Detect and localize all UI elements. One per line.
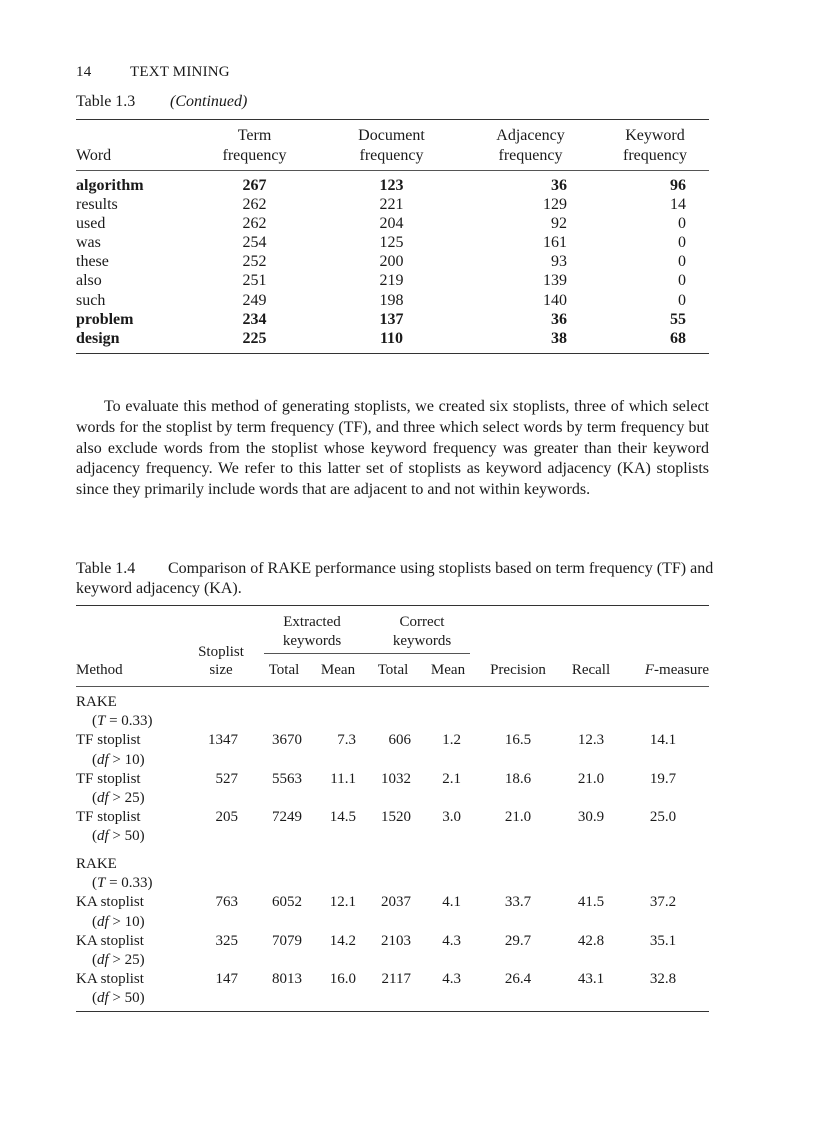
method-cell: TF stoplist <box>76 770 141 787</box>
table-1-3-header-rule <box>76 170 709 171</box>
df-part: ) <box>139 913 145 930</box>
cor-total-cell: 2037 <box>381 894 411 911</box>
kw-cell: 0 <box>678 234 686 252</box>
df-part: 10 <box>124 751 140 768</box>
table-1-4-top-rule <box>76 605 709 606</box>
correct-header-line2: keywords <box>392 633 452 649</box>
f-cell: 14.1 <box>649 732 677 749</box>
doc-cell: 137 <box>379 310 404 328</box>
term-cell: 262 <box>242 215 267 233</box>
df-part: > <box>108 990 125 1007</box>
table-1-3-bottom-rule <box>76 353 709 354</box>
word-cell: these <box>76 253 109 271</box>
df-part: ( <box>92 990 97 1007</box>
adj-cell: 36 <box>551 177 567 194</box>
df-threshold <box>92 827 145 846</box>
ext-mean-cell: 14.5 <box>329 809 356 826</box>
body-paragraph: To evaluate this method of generating stoplists, we created six stoplists, three of which select words for the stoplist by term frequency (TF), and three which select words by term frequency but also exclude words from the stoplist whose keyword frequency was greater than their keyword adjacency frequency. We refer to this latter set of stoplists as keyword adjacency (KA) stoplists since they primarily include words that are adjacent to and not within keywords. <box>76 398 709 499</box>
ext-total-cell: 7079 <box>272 932 302 949</box>
table-row <box>76 176 709 195</box>
method-header: Method <box>76 662 123 678</box>
word-cell: was <box>76 234 101 252</box>
term-cell: 262 <box>242 196 267 214</box>
cor-mean-cell: 4.1 <box>442 894 461 911</box>
running-header <box>76 64 230 81</box>
precision-cell: 26.4 <box>504 971 532 988</box>
precision-cell: 21.0 <box>504 809 532 826</box>
table-row <box>76 291 709 310</box>
recall-cell: 12.3 <box>577 732 605 749</box>
term-cell: 225 <box>242 329 267 347</box>
cor-total-cell: 2117 <box>381 971 411 988</box>
table-1-3-caption <box>76 92 247 112</box>
stoplist-header-line2: size <box>209 662 233 678</box>
doc-cell: 204 <box>379 215 404 233</box>
group-param-part: = 0.33) <box>105 875 153 892</box>
term-cell: 251 <box>242 272 267 290</box>
adj-cell: 139 <box>543 272 567 290</box>
cor-mean-cell: 3.0 <box>442 809 461 826</box>
df-part: ) <box>139 990 145 1007</box>
header-cell: Keyword <box>625 127 685 144</box>
doc-cell: 219 <box>379 272 404 290</box>
df-part: 25 <box>124 952 140 968</box>
table-1-3-top-rule <box>76 119 709 120</box>
f-cell: 25.0 <box>649 809 677 826</box>
stoplist-header-line1: Stoplist <box>198 644 244 660</box>
ext-total-cell: 8013 <box>272 971 302 988</box>
f-cell: 35.1 <box>649 932 677 949</box>
ext-total-header: Total <box>268 662 300 678</box>
method-cell: TF stoplist <box>76 809 141 826</box>
df-part: > <box>108 952 125 968</box>
f-measure-header-f: F <box>644 662 655 678</box>
header-cell <box>76 126 186 146</box>
cor-total-cell: 1520 <box>381 809 411 826</box>
kw-cell: 0 <box>678 272 686 290</box>
extracted-header-line1: Extracted <box>283 614 341 630</box>
kw-cell: 14 <box>670 196 686 214</box>
precision-header: Precision <box>490 662 546 678</box>
adj-cell: 140 <box>543 291 567 309</box>
cor-total-cell: 606 <box>388 732 411 749</box>
term-cell: 254 <box>242 234 267 252</box>
cor-mean-cell: 4.3 <box>442 971 461 988</box>
method-cell: KA stoplist <box>76 932 144 949</box>
df-part: > <box>108 913 125 930</box>
df-part: ( <box>92 790 97 806</box>
header-cell: frequency <box>359 146 424 164</box>
word-cell: problem <box>76 310 134 328</box>
recall-cell: 41.5 <box>577 894 605 911</box>
kw-cell: 0 <box>678 215 686 233</box>
df-part: ( <box>92 828 97 845</box>
kw-cell: 68 <box>670 329 686 347</box>
word-cell: such <box>76 291 106 309</box>
size-cell: 205 <box>215 809 238 826</box>
table-1-4-caption-text: Comparison of RAKE performance using stoplists based on term frequency (TF) and keyword adjacency (KA). <box>76 560 714 597</box>
precision-cell: 18.6 <box>504 770 532 787</box>
recall-header: Recall <box>571 662 611 678</box>
df-part: df <box>97 751 109 768</box>
df-part: df <box>97 990 109 1007</box>
df-part: 10 <box>124 913 140 930</box>
cor-total-cell: 2103 <box>381 932 411 949</box>
doc-cell: 125 <box>379 234 404 252</box>
group-param-part: ( <box>92 713 97 730</box>
doc-cell: 123 <box>379 177 404 194</box>
precision-cell: 16.5 <box>504 732 532 749</box>
ext-mean-cell: 16.0 <box>329 971 356 988</box>
df-part: ( <box>92 952 97 968</box>
method-cell: KA stoplist <box>76 971 144 988</box>
table-row <box>76 329 709 348</box>
kw-cell: 96 <box>670 177 686 194</box>
group-param <box>92 874 153 893</box>
ext-total-cell: 5563 <box>272 770 302 787</box>
precision-cell: 29.7 <box>504 932 532 949</box>
word-cell: results <box>76 196 118 214</box>
df-part: 25 <box>124 790 140 806</box>
cor-mean-cell: 2.1 <box>442 770 461 787</box>
ext-total-cell: 7249 <box>272 809 302 826</box>
adj-cell: 38 <box>551 329 567 347</box>
table-1-4-header-rule <box>76 686 709 687</box>
f-cell: 32.8 <box>649 971 677 988</box>
group-header-rule <box>264 653 470 654</box>
table-row <box>76 310 709 329</box>
size-cell: 325 <box>215 932 238 949</box>
table-row <box>76 252 709 271</box>
table-row <box>76 195 709 214</box>
df-part: 50 <box>124 828 140 845</box>
group-title: RAKE <box>76 856 117 872</box>
word-cell: algorithm <box>76 177 144 194</box>
word-cell: used <box>76 215 106 233</box>
f-cell: 19.7 <box>649 770 677 787</box>
df-part: ( <box>92 751 97 768</box>
table-1-3-caption-text: (Continued) <box>170 93 248 110</box>
term-cell: 249 <box>242 291 267 309</box>
df-part: ) <box>139 790 145 806</box>
size-cell: 147 <box>215 971 238 988</box>
group-title: RAKE <box>76 694 117 710</box>
ext-mean-cell: 12.1 <box>329 894 356 911</box>
adj-cell: 93 <box>551 253 567 271</box>
recall-cell: 21.0 <box>577 770 605 787</box>
df-threshold <box>92 913 145 932</box>
table-1-4-label: Table 1.4 <box>76 560 136 577</box>
table-row <box>76 233 709 252</box>
df-part: > <box>108 751 125 768</box>
df-part: 50 <box>124 990 140 1007</box>
cor-mean-header: Mean <box>430 662 466 678</box>
kw-cell: 55 <box>670 310 686 328</box>
ext-mean-header: Mean <box>320 662 356 678</box>
method-cell: TF stoplist <box>76 732 141 749</box>
cor-total-cell: 1032 <box>381 770 411 787</box>
header-cell: Document <box>358 127 425 144</box>
adj-cell: 129 <box>543 196 567 214</box>
df-part: ) <box>139 751 145 768</box>
doc-cell: 198 <box>379 291 404 309</box>
size-cell: 763 <box>215 894 238 911</box>
f-measure-header <box>627 661 709 680</box>
table-1-3-body <box>76 176 709 348</box>
cor-mean-cell: 4.3 <box>442 932 461 949</box>
word-cell: design <box>76 329 120 347</box>
header-cell: frequency <box>623 146 687 164</box>
running-title: TEXT MINING <box>130 64 230 80</box>
group-param-part: T <box>97 875 106 892</box>
group-param-part: = 0.33) <box>105 713 153 730</box>
df-part: > <box>108 828 125 845</box>
precision-cell: 33.7 <box>504 894 532 911</box>
group-param-part: ( <box>92 875 97 892</box>
ext-mean-cell: 7.3 <box>337 732 356 749</box>
term-cell: 234 <box>242 310 267 328</box>
method-cell: KA stoplist <box>76 894 144 911</box>
header-cell: Term <box>237 127 272 144</box>
ext-total-cell: 6052 <box>272 894 302 911</box>
term-cell: 267 <box>242 177 267 194</box>
doc-cell: 200 <box>379 253 404 271</box>
table-1-4-bottom-rule <box>76 1011 709 1012</box>
word-cell: also <box>76 272 102 290</box>
header-cell: frequency <box>222 146 287 164</box>
size-cell: 527 <box>215 770 238 787</box>
df-part: df <box>97 790 109 806</box>
recall-cell: 30.9 <box>577 809 605 826</box>
ext-mean-cell: 11.1 <box>330 770 356 787</box>
df-part: > <box>108 790 125 806</box>
header-cell: Adjacency <box>496 127 565 144</box>
recall-cell: 42.8 <box>577 932 605 949</box>
table-1-3-header <box>76 126 709 165</box>
table-row <box>76 214 709 233</box>
df-part: ) <box>139 952 145 968</box>
df-part: ) <box>139 828 145 845</box>
df-threshold <box>92 751 145 770</box>
ext-mean-cell: 14.2 <box>329 932 356 949</box>
correct-header-line1: Correct <box>399 614 445 630</box>
term-cell: 252 <box>242 253 267 271</box>
f-cell: 37.2 <box>649 894 677 911</box>
cor-total-header: Total <box>377 662 409 678</box>
df-part: df <box>97 828 109 845</box>
adj-cell: 161 <box>543 234 567 252</box>
f-measure-header-rest: -measure <box>654 662 709 678</box>
df-part: df <box>97 913 109 930</box>
table-1-3-label: Table 1.3 <box>76 93 136 110</box>
kw-cell: 0 <box>678 253 686 271</box>
group-param-part: T <box>97 713 106 730</box>
table-1-4-caption <box>76 559 716 599</box>
extracted-header-line2: keywords <box>282 633 342 649</box>
header-cell: Word <box>76 146 112 164</box>
header-cell: frequency <box>498 146 563 164</box>
ext-total-cell: 3670 <box>272 732 302 749</box>
df-threshold <box>92 789 145 808</box>
doc-cell: 221 <box>379 196 404 214</box>
cor-mean-cell: 1.2 <box>442 732 461 749</box>
df-part: ( <box>92 913 97 930</box>
kw-cell: 0 <box>678 291 686 309</box>
adj-cell: 92 <box>551 215 567 233</box>
doc-cell: 110 <box>379 329 404 347</box>
size-cell: 1347 <box>208 732 238 749</box>
group-param <box>92 712 153 731</box>
df-threshold <box>92 951 145 970</box>
adj-cell: 36 <box>551 310 567 328</box>
recall-cell: 43.1 <box>577 971 605 988</box>
page-number: 14 <box>76 64 92 80</box>
df-part: df <box>97 952 109 968</box>
table-row <box>76 271 709 290</box>
df-threshold <box>92 989 145 1008</box>
